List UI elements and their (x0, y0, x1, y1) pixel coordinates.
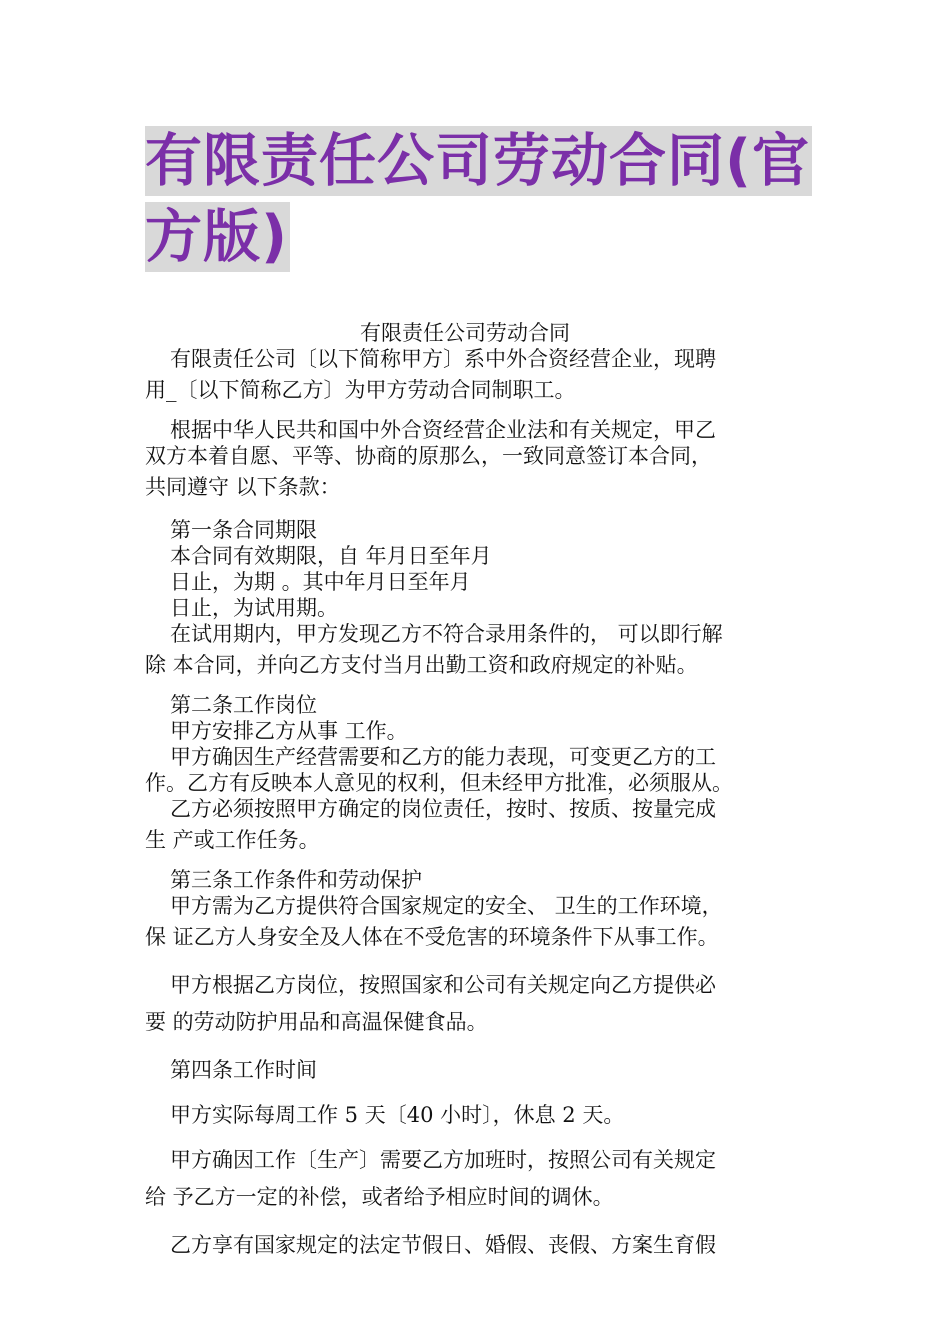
paragraph-line: 日止，为期 。其中年月日至年月 (170, 570, 471, 594)
contract-heading: 有限责任公司劳动合同 (360, 321, 570, 345)
article-heading: 第一条合同期限 (170, 518, 317, 542)
paragraph-line: 用_〔以下简称乙方〕为甲方劳动合同制职工。 (145, 378, 576, 402)
title-line-1: 有限责任公司劳动合同(官 (145, 128, 811, 194)
paragraph-line: 甲方根据乙方岗位，按照国家和公司有关规定向乙方提供必 (170, 973, 716, 997)
paragraph-line: 作。乙方有反映本人意见的权利，但未经甲方批准，必须服从。 (145, 771, 733, 795)
paragraph-line: 在试用期内，甲方发现乙方不符合录用条件的， 可以即行解 (170, 622, 723, 646)
paragraph-line: 乙方享有国家规定的法定节假日、婚假、丧假、方案生育假 (170, 1233, 716, 1257)
document-title (145, 126, 825, 278)
title-line-2: 方版) (145, 204, 289, 270)
document-body (145, 320, 809, 1264)
paragraph-line: 甲方实际每周工作 5 天〔40 小时〕，休息 2 天。 (170, 1103, 625, 1127)
paragraph-line: 有限责任公司〔以下简称甲方〕系中外合资经营企业，现聘 (170, 347, 716, 371)
paragraph-line: 保 证乙方人身安全及人体在不受危害的环境条件下从事工作。 (145, 925, 719, 949)
article-heading: 第四条工作时间 (170, 1058, 317, 1082)
article-heading: 第三条工作条件和劳动保护 (170, 868, 422, 892)
paragraph-line: 根据中华人民共和国中外合资经营企业法和有关规定，甲乙 (170, 418, 716, 442)
paragraph-line: 甲方确因生产经营需要和乙方的能力表现，可变更乙方的工 (170, 745, 716, 769)
paragraph-line: 给 予乙方一定的补偿，或者给予相应时间的调休。 (145, 1185, 614, 1209)
paragraph-line: 日止，为试用期。 (170, 596, 338, 620)
paragraph-line: 乙方必须按照甲方确定的岗位责任，按时、按质、按量完成 (170, 797, 716, 821)
paragraph-line: 要 的劳动防护用品和高温保健食品。 (145, 1010, 488, 1034)
paragraph-line: 甲方需为乙方提供符合国家规定的安全、 卫生的工作环境， (170, 894, 723, 918)
paragraph-line: 甲方确因工作〔生产〕需要乙方加班时，按照公司有关规定 (170, 1148, 716, 1172)
paragraph-line: 本合同有效期限，自 年月日至年月 (170, 544, 492, 568)
paragraph-line: 共同遵守 以下条款： (145, 475, 341, 499)
paragraph-line: 双方本着自愿、平等、协商的原那么，一致同意签订本合同， (145, 444, 712, 468)
article-heading: 第二条工作岗位 (170, 693, 317, 717)
paragraph-line: 生 产或工作任务。 (145, 828, 320, 852)
paragraph-line: 除 本合同，并向乙方支付当月出勤工资和政府规定的补贴。 (145, 653, 698, 677)
paragraph-line: 甲方安排乙方从事 工作。 (170, 719, 408, 743)
